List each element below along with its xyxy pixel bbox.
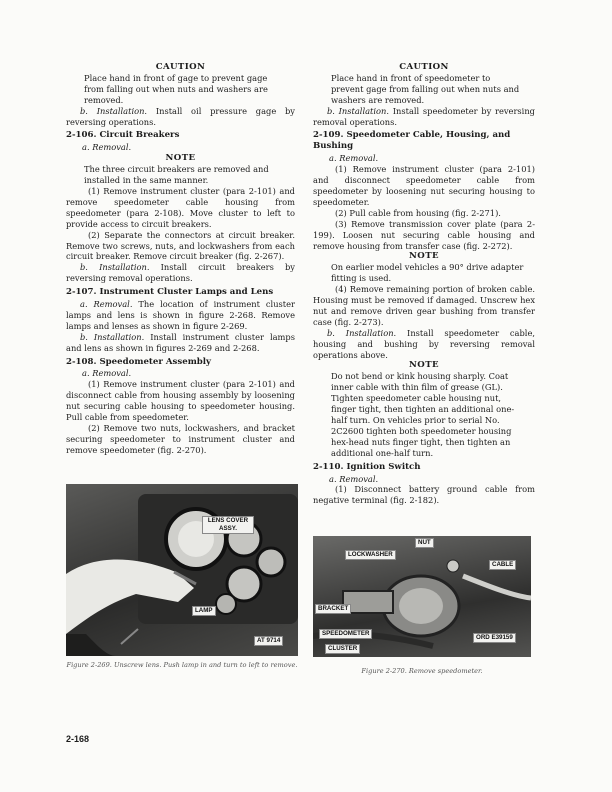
note-title: NOTE [409,251,439,262]
right-column [313,62,535,506]
paragraph: (2) Separate the connectors at circuit breaker. Remove two screws, nuts, and lockwashers from each circuit breaker. Remove circuit breaker (fig. 2-267). [66,229,295,262]
section-heading-2-109: 2-109. Speedometer Cable, Housing, and Bushing [313,130,511,152]
left-column [66,62,295,456]
paragraph: (1) Disconnect battery ground cable from negative terminal (fig. 2-182). [313,484,535,506]
paragraph: (1) Remove instrument cluster (para 2-101) and disconnect cable from housing assembly by loosening nut securing cable housing to speedometer housing. Pull cable from speedometer. [66,379,295,423]
paragraph: (2) Pull cable from housing (fig. 2-271). [335,207,501,218]
instrument-cluster-illustration [66,484,298,656]
page-number: 2-168 [66,734,90,744]
section-heading-2-108: 2-108. Speedometer Assembly [66,356,212,367]
caution-title: CAUTION [155,62,206,72]
figure-2-270-caption: Figure 2-270. Remove speedometer. [361,667,483,675]
figure-2-269-caption: Figure 2-269. Unscrew lens. Push lamp in and turn to left to remove. [66,661,298,669]
note-title: NOTE [165,153,196,164]
callout-cable: CABLE [489,560,516,570]
paragraph: (2) Remove two nuts, lockwashers, and bracket securing speedometer to instrument cluster and remove speedometer (fig. 2-270). [66,423,295,455]
figure-2-269-photo [66,484,298,656]
paragraph: b. Installation. Install oil pressure gage by reversing operations. [66,105,295,127]
section-heading-2-110: 2-110. Ignition Switch [313,461,421,472]
callout-nut: NUT [415,538,434,548]
paragraph: (1) Remove instrument cluster (para 2-101) and remove speedometer cable housing from speedometer (para 2-108). Move cluster to left to provide access to circuit breakers. [66,185,295,229]
callout-cluster: CLUSTER [325,644,360,654]
note-text: On earlier model vehicles a 90° drive adapter fitting is used. [331,262,524,284]
subheading: a. Removal. [329,473,379,484]
figure-2-270-photo [313,536,531,657]
paragraph: (4) Remove remaining portion of broken cable. Housing must be removed if damaged. Unscrew hex nut and remove driven gear bushing from transfer case (fig. 2-273). [313,284,535,327]
callout-lens-cover: LENS COVER ASSY. [202,516,254,534]
section-heading-2-107: 2-107. Instrument Cluster Lamps and Lens [66,287,274,298]
paragraph: b. Installation. Install instrument cluster lamps and lens as shown in figures 2-269 and 2-268. [66,331,295,353]
paragraph: (1) Remove instrument cluster (para 2-101) and disconnect speedometer cable from speedometer by loosening nut securing housing to speedometer. [313,164,535,207]
figure-code: ORD E39159 [473,633,516,643]
paragraph: b. Installation. Install speedometer by reversing removal operations. [313,105,535,127]
caution-title: CAUTION [399,62,449,72]
subheading: a. Removal. [329,153,379,164]
note-text: The three circuit breakers are removed and installed in the same manner. [84,164,269,186]
callout-lamp: LAMP [192,606,216,616]
paragraph: b. Installation. Install speedometer cable, housing and bushing by reversing removal operations above. [313,327,535,360]
callout-bracket: BRACKET [315,604,351,614]
caution-text: Place hand in front of gage to prevent gage from falling out when nuts and washers are removed. [84,72,268,105]
caution-text: Place hand in front of speedometer to prevent gage from falling out when nuts and washers are removed. [331,72,520,105]
subheading: a. Removal. [82,142,132,153]
figure-code: AT 9714 [254,636,283,646]
paragraph: (3) Remove transmission cover plate (para 2-199). Loosen nut securing cable housing and remove housing from transfer case (fig. 2-272). [313,218,535,251]
note-title: NOTE [409,360,439,371]
section-heading-2-106: 2-106. Circuit Breakers [66,130,180,141]
subheading: a. Removal. [82,368,132,379]
note-text: Do not bend or kink housing sharply. Coat inner cable with thin film of grease (GL). Tighten speedometer cable housing nut, finger tight, then tighten an additional one-half turn. On vehicles prior to serial No. 2C2600 tighten both speedometer housing hex-head nuts finger tight, then tighten an additional one-half turn. [331,371,515,458]
paragraph: a. Removal. The location of instrument cluster lamps and lens is shown in figure 2-268. Remove lamps and lenses as shown in figure 2-269. [66,299,296,331]
callout-speedometer: SPEEDOMETER [319,629,372,639]
paragraph: b. Installation. Install circuit breakers by reversing removal operations. [66,262,295,284]
callout-lockwasher: LOCKWASHER [345,550,396,560]
